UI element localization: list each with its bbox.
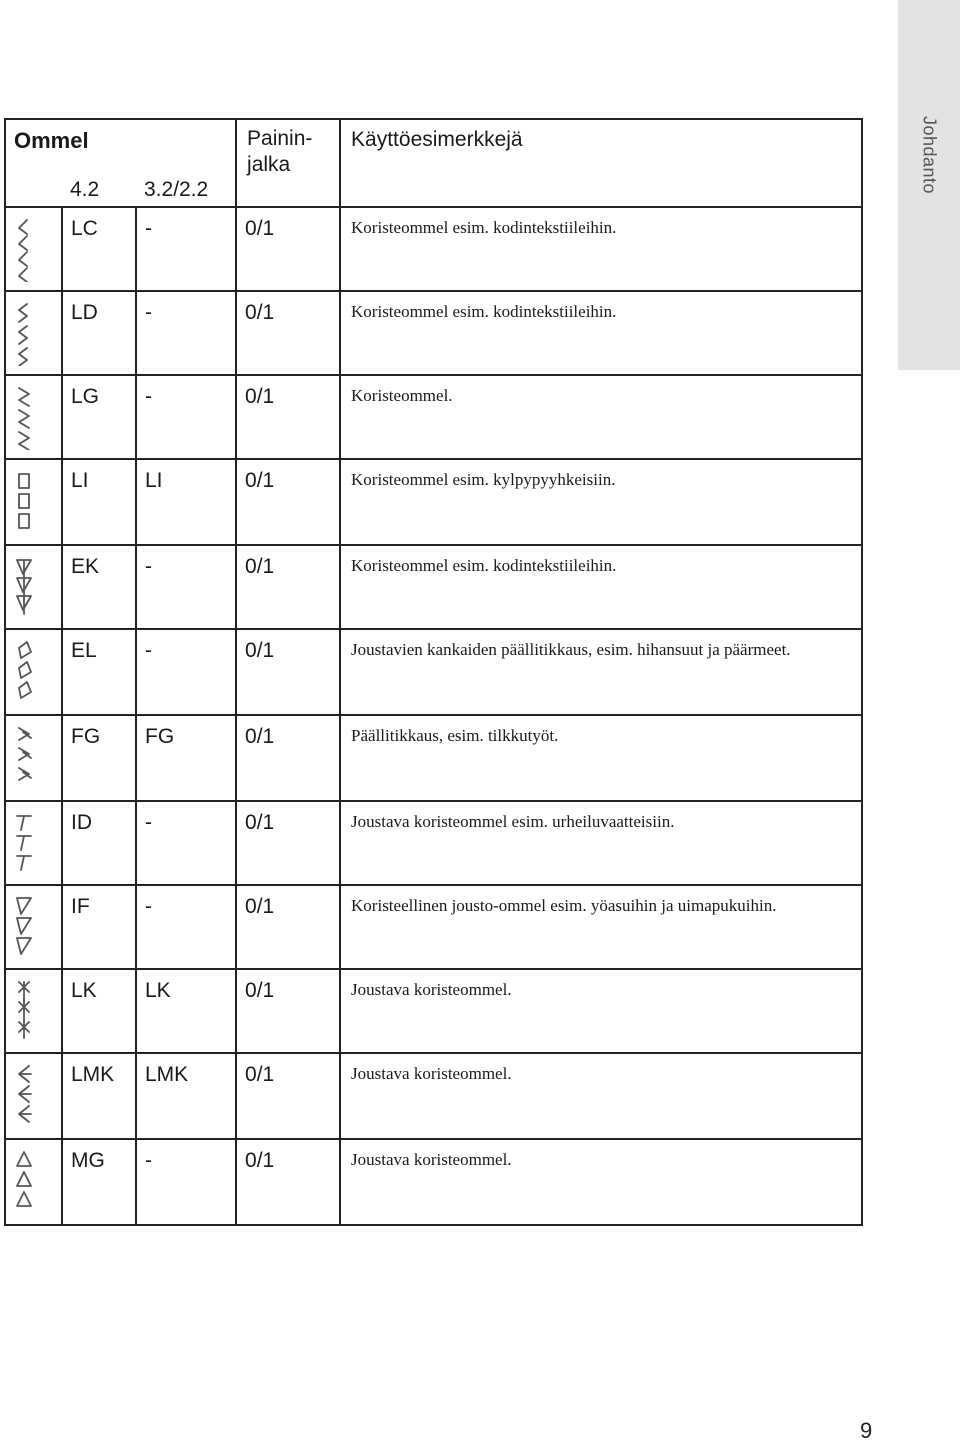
stitch-code-cell (62, 969, 136, 1053)
stitch-code-alt: - (145, 1149, 152, 1172)
stitch-code-alt: - (145, 555, 152, 578)
stitch-code: FG (71, 725, 101, 748)
header-usage: Käyttöesimerkkejä (351, 128, 523, 151)
stitch-if-icon (12, 894, 36, 960)
usage-cell (340, 545, 862, 629)
stitch-fg-icon (12, 724, 36, 790)
stitch-code-cell (62, 715, 136, 801)
stitch-code-cell (62, 629, 136, 715)
stitch-icon-cell (5, 459, 62, 545)
presser-foot-value: 0/1 (245, 555, 275, 578)
table-row (5, 207, 862, 291)
usage-cell (340, 969, 862, 1053)
table-row (5, 459, 862, 545)
table-row (5, 715, 862, 801)
stitch-mg-icon (12, 1148, 36, 1214)
presser-foot-cell (236, 885, 340, 969)
presser-foot-value: 0/1 (245, 1149, 275, 1172)
stitch-code-cell (62, 885, 136, 969)
stitch-code: MG (71, 1149, 105, 1172)
header-foot-cell (236, 119, 340, 207)
presser-foot-cell (236, 801, 340, 885)
usage-text: Päällitikkaus, esim. tilkkutyöt. (351, 726, 559, 745)
presser-foot-value: 0/1 (245, 725, 275, 748)
stitch-code-cell (62, 459, 136, 545)
stitch-code: LG (71, 385, 100, 408)
stitch-code: EL (71, 639, 97, 662)
presser-foot-cell (236, 629, 340, 715)
stitch-icon-cell (5, 545, 62, 629)
stitch-code: LMK (71, 1063, 115, 1086)
stitch-code-alt-cell (136, 375, 236, 459)
stitch-code-alt: - (145, 217, 152, 240)
stitch-code: LK (71, 979, 97, 1002)
presser-foot-cell (236, 291, 340, 375)
table-row (5, 801, 862, 885)
usage-text: Koristeommel esim. kodintekstiileihin. (351, 218, 617, 237)
presser-foot-cell (236, 715, 340, 801)
stitch-ek-icon (12, 554, 36, 620)
usage-text: Koristeommel esim. kodintekstiileihin. (351, 302, 617, 321)
header-use-cell (340, 119, 862, 207)
table-row (5, 291, 862, 375)
usage-cell (340, 1139, 862, 1225)
stitch-code-cell (62, 1053, 136, 1139)
stitch-code-alt-cell (136, 629, 236, 715)
usage-cell (340, 715, 862, 801)
stitch-icon-cell (5, 885, 62, 969)
stitch-icon-cell (5, 207, 62, 291)
presser-foot-cell (236, 545, 340, 629)
stitch-code: IF (71, 895, 90, 918)
stitch-code: LD (71, 301, 98, 324)
header-stitch-cell (5, 119, 236, 207)
stitch-el-icon (12, 638, 36, 704)
stitch-code-alt: - (145, 385, 152, 408)
usage-cell (340, 1053, 862, 1139)
table-row (5, 885, 862, 969)
stitch-code-cell (62, 801, 136, 885)
stitch-li-icon (12, 468, 36, 534)
usage-text: Joustava koristeommel. (351, 1064, 512, 1083)
presser-foot-value: 0/1 (245, 301, 275, 324)
stitch-icon-cell (5, 801, 62, 885)
stitch-code: LC (71, 217, 98, 240)
page-number: 9 (860, 1418, 873, 1443)
header-model-1: 4.2 (70, 178, 100, 201)
table-row (5, 1139, 862, 1225)
header-presser-foot: Painin- jalka (247, 127, 313, 176)
usage-cell (340, 459, 862, 545)
stitch-code-alt-cell (136, 801, 236, 885)
chapter-tab-label: Johdanto (919, 115, 940, 195)
stitch-code: ID (71, 811, 92, 834)
presser-foot-value: 0/1 (245, 639, 275, 662)
stitch-code-alt: - (145, 811, 152, 834)
presser-foot-value: 0/1 (245, 217, 275, 240)
usage-cell (340, 291, 862, 375)
table-row (5, 629, 862, 715)
stitch-code-cell (62, 375, 136, 459)
stitch-code-cell (62, 207, 136, 291)
stitch-lg-icon (12, 384, 36, 450)
presser-foot-cell (236, 1139, 340, 1225)
stitch-icon-cell (5, 629, 62, 715)
table-row (5, 375, 862, 459)
stitch-code-alt: LMK (145, 1063, 189, 1086)
table-header-row (5, 119, 862, 207)
stitch-code: LI (71, 469, 89, 492)
usage-cell (340, 207, 862, 291)
stitch-icon-cell (5, 375, 62, 459)
stitch-code-alt: - (145, 639, 152, 662)
table-row (5, 969, 862, 1053)
presser-foot-cell (236, 969, 340, 1053)
stitch-ld-icon (12, 300, 36, 366)
usage-text: Koristeommel esim. kodintekstiileihin. (351, 556, 617, 575)
stitch-code-alt-cell (136, 545, 236, 629)
usage-text: Joustavien kankaiden päällitikkaus, esim. hihansuut ja päärmeet. (351, 640, 791, 659)
presser-foot-value: 0/1 (245, 469, 275, 492)
usage-text: Joustava koristeommel. (351, 980, 512, 999)
stitch-code-cell (62, 545, 136, 629)
stitch-code-alt: - (145, 895, 152, 918)
stitch-code-alt-cell (136, 207, 236, 291)
usage-cell (340, 375, 862, 459)
presser-foot-cell (236, 459, 340, 545)
usage-text: Koristeellinen jousto-ommel esim. yöasuihin ja uimapukuihin. (351, 896, 777, 915)
stitch-code-alt-cell (136, 459, 236, 545)
stitch-code-alt: LK (145, 979, 171, 1002)
stitch-icon-cell (5, 715, 62, 801)
presser-foot-value: 0/1 (245, 979, 275, 1002)
usage-text: Joustava koristeommel esim. urheiluvaatteisiin. (351, 812, 675, 831)
usage-text: Koristeommel esim. kylpypyyhkeisiin. (351, 470, 616, 489)
presser-foot-value: 0/1 (245, 385, 275, 408)
presser-foot-value: 0/1 (245, 811, 275, 834)
stitch-icon-cell (5, 969, 62, 1053)
stitch-code-alt-cell (136, 969, 236, 1053)
stitch-code-alt: LI (145, 469, 163, 492)
stitch-table (4, 118, 863, 1226)
stitch-icon-cell (5, 1139, 62, 1225)
stitch-lc-icon (12, 216, 36, 282)
presser-foot-cell (236, 1053, 340, 1139)
stitch-icon-cell (5, 1053, 62, 1139)
usage-cell (340, 885, 862, 969)
presser-foot-value: 0/1 (245, 895, 275, 918)
stitch-lk-icon (12, 978, 36, 1044)
stitch-code-alt-cell (136, 291, 236, 375)
stitch-id-icon (12, 810, 36, 876)
stitch-code-alt: - (145, 301, 152, 324)
stitch-lmk-icon (12, 1062, 36, 1128)
stitch-icon-cell (5, 291, 62, 375)
stitch-code-alt-cell (136, 885, 236, 969)
usage-text: Joustava koristeommel. (351, 1150, 512, 1169)
table-row (5, 1053, 862, 1139)
presser-foot-value: 0/1 (245, 1063, 275, 1086)
stitch-code-alt-cell (136, 715, 236, 801)
usage-cell (340, 629, 862, 715)
chapter-tab (898, 0, 960, 370)
stitch-code-cell (62, 291, 136, 375)
header-stitch: Ommel (14, 128, 89, 153)
stitch-code-alt: FG (145, 725, 175, 748)
table-row (5, 545, 862, 629)
stitch-code-alt-cell (136, 1053, 236, 1139)
stitch-code: EK (71, 555, 100, 578)
presser-foot-cell (236, 375, 340, 459)
stitch-code-cell (62, 1139, 136, 1225)
header-model-2: 3.2/2.2 (144, 178, 209, 201)
presser-foot-cell (236, 207, 340, 291)
usage-cell (340, 801, 862, 885)
stitch-code-alt-cell (136, 1139, 236, 1225)
usage-text: Koristeommel. (351, 386, 453, 405)
